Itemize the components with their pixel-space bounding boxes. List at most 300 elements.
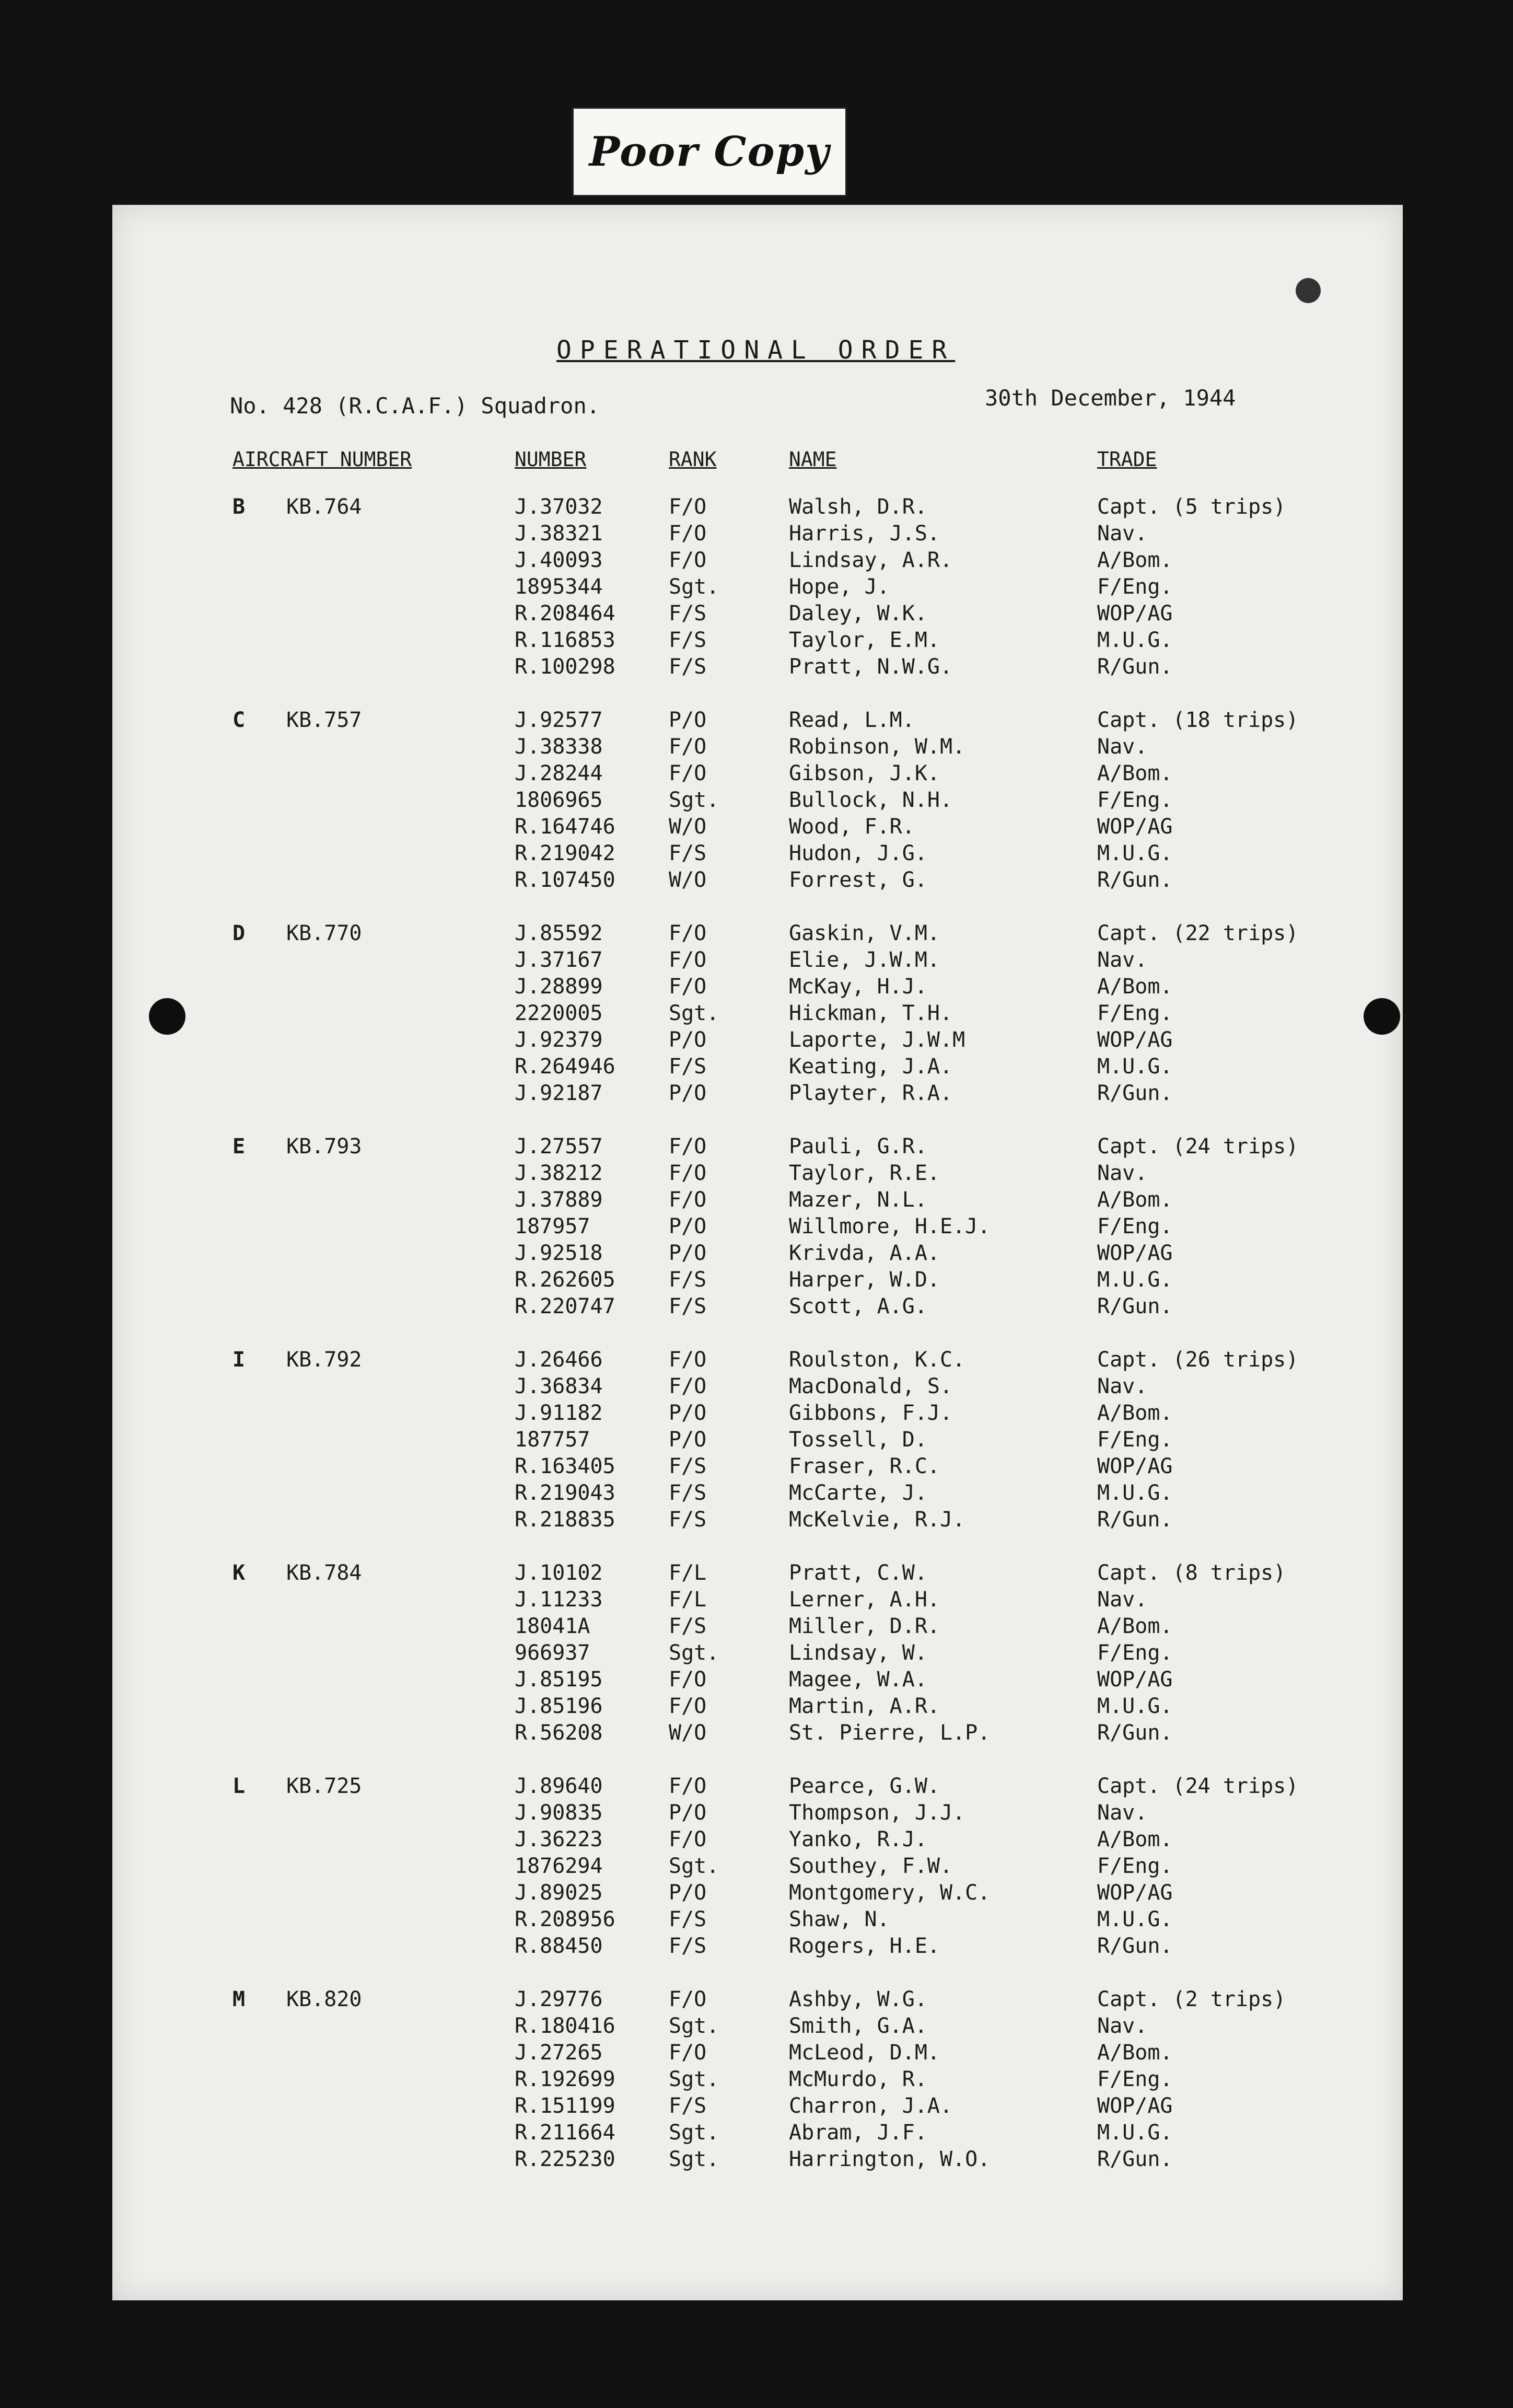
crew-service-number: J.90835 xyxy=(515,1801,603,1825)
crew-trade: F/Eng. xyxy=(1097,1854,1173,1878)
crew-rank: Sgt. xyxy=(669,1001,719,1025)
column-header-name: NAME xyxy=(789,448,837,471)
crew-row xyxy=(112,1987,1403,2014)
crew-row xyxy=(112,2147,1403,2174)
crew-trade: F/Eng. xyxy=(1097,1641,1173,1665)
crew-name: Robinson, W.M. xyxy=(789,735,965,759)
crew-trade: Nav. xyxy=(1097,948,1148,972)
crew-row xyxy=(112,522,1403,548)
crew-service-number: J.89025 xyxy=(515,1881,603,1905)
crew-row xyxy=(112,1401,1403,1428)
crew-rank: F/O xyxy=(669,761,707,785)
crew-service-number: J.85195 xyxy=(515,1668,603,1692)
crew-rank: F/O xyxy=(669,1348,707,1372)
crew-row xyxy=(112,2121,1403,2147)
crew-name: Ashby, W.G. xyxy=(789,1987,927,2011)
crew-row xyxy=(112,1001,1403,1028)
crew-name: Smith, G.A. xyxy=(789,2014,927,2038)
crew-row xyxy=(112,1134,1403,1161)
aircraft-letter: D xyxy=(232,921,246,945)
crew-rank: F/O xyxy=(669,1827,707,1851)
document-title: OPERATIONAL ORDER xyxy=(556,335,956,365)
crew-service-number: J.10102 xyxy=(515,1561,603,1585)
crew-trade: WOP/AG xyxy=(1097,1668,1173,1692)
crew-service-number: R.262605 xyxy=(515,1268,615,1292)
crew-service-number: R.116853 xyxy=(515,628,615,652)
crew-name: Forrest, G. xyxy=(789,868,927,892)
crew-trade: F/Eng. xyxy=(1097,575,1173,599)
crew-name: Keating, J.A. xyxy=(789,1055,953,1079)
crew-name: Montgomery, W.C. xyxy=(789,1881,991,1905)
crew-trade: WOP/AG xyxy=(1097,2094,1173,2118)
crew-trade: A/Bom. xyxy=(1097,1614,1173,1638)
aircraft-number: KB.757 xyxy=(286,708,362,732)
crew-name: Shaw, N. xyxy=(789,1907,890,1931)
crew-trade: R/Gun. xyxy=(1097,1508,1173,1532)
crew-rank: F/O xyxy=(669,735,707,759)
crew-name: Playter, R.A. xyxy=(789,1081,953,1105)
crew-trade: Nav. xyxy=(1097,522,1148,546)
crew-rank: Sgt. xyxy=(669,2121,719,2145)
crew-trade: F/Eng. xyxy=(1097,788,1173,812)
crew-service-number: J.27557 xyxy=(515,1134,603,1159)
crew-rank: P/O xyxy=(669,1401,707,1425)
crew-service-number: R.208956 xyxy=(515,1907,615,1931)
crew-row xyxy=(112,1827,1403,1854)
crew-name: Willmore, H.E.J. xyxy=(789,1214,991,1238)
crew-row xyxy=(112,788,1403,815)
crew-service-number: J.85592 xyxy=(515,921,603,945)
crew-name: Walsh, D.R. xyxy=(789,495,927,519)
crew-name: Lindsay, A.R. xyxy=(789,548,953,572)
crew-service-number: R.164746 xyxy=(515,815,615,839)
column-header-aircraft: AIRCRAFT NUMBER xyxy=(232,448,412,471)
crew-name: Mazer, N.L. xyxy=(789,1188,927,1212)
crew-row xyxy=(112,1694,1403,1721)
aircraft-number: KB.793 xyxy=(286,1134,362,1159)
crew-row xyxy=(112,1668,1403,1694)
crew-rank: F/S xyxy=(669,1907,707,1931)
crew-rank: F/O xyxy=(669,1188,707,1212)
crew-rank: F/O xyxy=(669,2041,707,2065)
crew-rank: F/S xyxy=(669,1508,707,1532)
crew-trade: R/Gun. xyxy=(1097,1294,1173,1318)
crew-service-number: 2220005 xyxy=(515,1001,603,1025)
poor-copy-stamp: Poor Copy xyxy=(572,107,847,196)
crew-row xyxy=(112,1641,1403,1668)
crew-rank: Sgt. xyxy=(669,2014,719,2038)
crew-name: Krivda, A.A. xyxy=(789,1241,940,1265)
crew-name: Gibbons, F.J. xyxy=(789,1401,953,1425)
column-header-rank: RANK xyxy=(669,448,717,471)
crew-service-number: J.38212 xyxy=(515,1161,603,1185)
crew-trade: A/Bom. xyxy=(1097,761,1173,785)
crew-service-number: J.37032 xyxy=(515,495,603,519)
crew-row xyxy=(112,735,1403,761)
crew-row xyxy=(112,628,1403,655)
crew-rank: P/O xyxy=(669,1028,707,1052)
crew-rank: F/O xyxy=(669,1694,707,1718)
crew-service-number: R.192699 xyxy=(515,2067,615,2091)
crew-name: Taylor, E.M. xyxy=(789,628,940,652)
crew-rank: F/O xyxy=(669,1668,707,1692)
crew-rank: F/S xyxy=(669,1055,707,1079)
crew-service-number: J.27265 xyxy=(515,2041,603,2065)
crew-service-number: R.88450 xyxy=(515,1934,603,1958)
crew-row xyxy=(112,921,1403,948)
crew-row xyxy=(112,1294,1403,1321)
crew-trade: Capt. (18 trips) xyxy=(1097,708,1299,732)
crew-service-number: R.100298 xyxy=(515,655,615,679)
crew-service-number: J.29776 xyxy=(515,1987,603,2011)
crew-name: Abram, J.F. xyxy=(789,2121,927,2145)
crew-service-number: 187957 xyxy=(515,1214,590,1238)
ink-blot xyxy=(1296,278,1321,303)
crew-service-number: J.91182 xyxy=(515,1401,603,1425)
crew-service-number: 1806965 xyxy=(515,788,603,812)
column-header-number: NUMBER xyxy=(515,448,587,471)
crew-row xyxy=(112,1907,1403,1934)
crew-service-number: J.38338 xyxy=(515,735,603,759)
crew-service-number: R.219043 xyxy=(515,1481,615,1505)
crew-row xyxy=(112,975,1403,1001)
crew-name: Gibson, J.K. xyxy=(789,761,940,785)
crew-rank: P/O xyxy=(669,1801,707,1825)
crew-service-number: J.36223 xyxy=(515,1827,603,1851)
aircraft-letter: I xyxy=(232,1348,246,1372)
crew-rank: F/S xyxy=(669,2094,707,2118)
crew-rank: F/S xyxy=(669,628,707,652)
crew-row xyxy=(112,1854,1403,1881)
crew-trade: WOP/AG xyxy=(1097,601,1173,626)
crew-rank: P/O xyxy=(669,1428,707,1452)
crew-rank: F/O xyxy=(669,522,707,546)
crew-trade: Capt. (26 trips) xyxy=(1097,1348,1299,1372)
crew-row xyxy=(112,1214,1403,1241)
crew-trade: R/Gun. xyxy=(1097,2147,1173,2171)
crew-trade: WOP/AG xyxy=(1097,815,1173,839)
crew-name: Pratt, C.W. xyxy=(789,1561,927,1585)
crew-rank: F/S xyxy=(669,1294,707,1318)
crew-service-number: J.11233 xyxy=(515,1588,603,1612)
crew-trade: A/Bom. xyxy=(1097,548,1173,572)
crew-service-number: J.36834 xyxy=(515,1374,603,1398)
crew-name: McLeod, D.M. xyxy=(789,2041,940,2065)
crew-trade: F/Eng. xyxy=(1097,2067,1173,2091)
crew-name: MacDonald, S. xyxy=(789,1374,953,1398)
crew-row xyxy=(112,868,1403,895)
crew-service-number: 1895344 xyxy=(515,575,603,599)
crew-name: Laporte, J.W.M xyxy=(789,1028,965,1052)
crew-trade: M.U.G. xyxy=(1097,1055,1173,1079)
crew-service-number: R.151199 xyxy=(515,2094,615,2118)
crew-name: Taylor, R.E. xyxy=(789,1161,940,1185)
crew-row xyxy=(112,1081,1403,1108)
crew-trade: Capt. (5 trips) xyxy=(1097,495,1286,519)
aircraft-number: KB.770 xyxy=(286,921,362,945)
crew-row xyxy=(112,1614,1403,1641)
crew-row xyxy=(112,1428,1403,1454)
crew-trade: M.U.G. xyxy=(1097,1268,1173,1292)
crew-service-number: R.56208 xyxy=(515,1721,603,1745)
crew-row xyxy=(112,1268,1403,1294)
aircraft-number: KB.820 xyxy=(286,1987,362,2011)
crew-name: Lindsay, W. xyxy=(789,1641,927,1665)
crew-service-number: 1876294 xyxy=(515,1854,603,1878)
crew-name: Southey, F.W. xyxy=(789,1854,953,1878)
crew-rank: P/O xyxy=(669,1214,707,1238)
crew-rank: Sgt. xyxy=(669,2147,719,2171)
crew-row xyxy=(112,1721,1403,1747)
crew-service-number: J.89640 xyxy=(515,1774,603,1798)
crew-rank: W/O xyxy=(669,1721,707,1745)
crew-rank: F/O xyxy=(669,1987,707,2011)
crew-trade: Capt. (22 trips) xyxy=(1097,921,1299,945)
crew-rank: F/S xyxy=(669,1934,707,1958)
crew-row xyxy=(112,575,1403,601)
crew-rank: F/O xyxy=(669,1374,707,1398)
crew-name: Read, L.M. xyxy=(789,708,915,732)
crew-rank: F/L xyxy=(669,1588,707,1612)
crew-row xyxy=(112,1241,1403,1268)
crew-trade: Nav. xyxy=(1097,1801,1148,1825)
crew-service-number: R.218835 xyxy=(515,1508,615,1532)
crew-trade: Nav. xyxy=(1097,1374,1148,1398)
crew-service-number: R.180416 xyxy=(515,2014,615,2038)
crew-trade: Nav. xyxy=(1097,1161,1148,1185)
crew-trade: M.U.G. xyxy=(1097,1694,1173,1718)
crew-row xyxy=(112,1588,1403,1614)
crew-name: Hope, J. xyxy=(789,575,890,599)
crew-rank: F/O xyxy=(669,548,707,572)
crew-trade: WOP/AG xyxy=(1097,1454,1173,1478)
crew-name: Wood, F.R. xyxy=(789,815,915,839)
crew-name: Hudon, J.G. xyxy=(789,841,927,865)
crew-service-number: R.107450 xyxy=(515,868,615,892)
crew-service-number: J.92379 xyxy=(515,1028,603,1052)
crew-row xyxy=(112,2094,1403,2121)
aircraft-letter: E xyxy=(232,1134,246,1159)
crew-row xyxy=(112,1454,1403,1481)
crew-row xyxy=(112,655,1403,681)
crew-rank: F/S xyxy=(669,1454,707,1478)
crew-row xyxy=(112,1934,1403,1961)
crew-name: Pauli, G.R. xyxy=(789,1134,927,1159)
aircraft-number: KB.792 xyxy=(286,1348,362,1372)
crew-trade: Nav. xyxy=(1097,2014,1148,2038)
crew-row xyxy=(112,1055,1403,1081)
crew-trade: Capt. (8 trips) xyxy=(1097,1561,1286,1585)
aircraft-number: KB.725 xyxy=(286,1774,362,1798)
crew-name: Roulston, K.C. xyxy=(789,1348,965,1372)
crew-service-number: R.211664 xyxy=(515,2121,615,2145)
crew-row xyxy=(112,1881,1403,1907)
crew-service-number: J.92187 xyxy=(515,1081,603,1105)
crew-trade: R/Gun. xyxy=(1097,655,1173,679)
crew-rank: F/S xyxy=(669,655,707,679)
crew-row xyxy=(112,1028,1403,1055)
crew-rank: F/O xyxy=(669,948,707,972)
crew-name: McCarte, J. xyxy=(789,1481,927,1505)
crew-trade: Capt. (24 trips) xyxy=(1097,1774,1299,1798)
crew-trade: R/Gun. xyxy=(1097,1934,1173,1958)
crew-name: Martin, A.R. xyxy=(789,1694,940,1718)
crew-row xyxy=(112,1561,1403,1588)
crew-name: Pratt, N.W.G. xyxy=(789,655,953,679)
crew-name: Lerner, A.H. xyxy=(789,1588,940,1612)
crew-name: Elie, J.W.M. xyxy=(789,948,940,972)
crew-rank: P/O xyxy=(669,1081,707,1105)
crew-service-number: R.264946 xyxy=(515,1055,615,1079)
crew-trade: M.U.G. xyxy=(1097,628,1173,652)
crew-rank: Sgt. xyxy=(669,575,719,599)
crew-service-number: J.26466 xyxy=(515,1348,603,1372)
crew-name: Daley, W.K. xyxy=(789,601,927,626)
crew-trade: A/Bom. xyxy=(1097,2041,1173,2065)
crew-service-number: R.208464 xyxy=(515,601,615,626)
crew-row xyxy=(112,1481,1403,1508)
crew-rank: F/S xyxy=(669,1614,707,1638)
crew-trade: R/Gun. xyxy=(1097,868,1173,892)
crew-rank: F/S xyxy=(669,841,707,865)
crew-name: McMurdo, R. xyxy=(789,2067,927,2091)
crew-rank: Sgt. xyxy=(669,1641,719,1665)
crew-row xyxy=(112,761,1403,788)
crew-rank: F/O xyxy=(669,1161,707,1185)
crew-service-number: J.85196 xyxy=(515,1694,603,1718)
crew-trade: R/Gun. xyxy=(1097,1081,1173,1105)
crew-name: Bullock, N.H. xyxy=(789,788,953,812)
crew-service-number: J.92518 xyxy=(515,1241,603,1265)
aircraft-letter: K xyxy=(232,1561,246,1585)
crew-rank: F/S xyxy=(669,601,707,626)
crew-service-number: R.163405 xyxy=(515,1454,615,1478)
crew-service-number: R.225230 xyxy=(515,2147,615,2171)
crew-rank: Sgt. xyxy=(669,2067,719,2091)
crew-rank: F/O xyxy=(669,1774,707,1798)
crew-row xyxy=(112,2041,1403,2067)
crew-row xyxy=(112,1374,1403,1401)
crew-row xyxy=(112,841,1403,868)
document-date: 30th December, 1944 xyxy=(985,385,1236,411)
crew-name: Harrington, W.O. xyxy=(789,2147,991,2171)
crew-row xyxy=(112,815,1403,841)
aircraft-letter: M xyxy=(232,1987,246,2011)
crew-name: Scott, A.G. xyxy=(789,1294,927,1318)
crew-row xyxy=(112,601,1403,628)
crew-row xyxy=(112,2014,1403,2041)
crew-row xyxy=(112,1801,1403,1827)
crew-trade: A/Bom. xyxy=(1097,1188,1173,1212)
crew-name: Fraser, R.C. xyxy=(789,1454,940,1478)
crew-name: Charron, J.A. xyxy=(789,2094,953,2118)
crew-service-number: 18041A xyxy=(515,1614,590,1638)
crew-rank: F/O xyxy=(669,1134,707,1159)
crew-rank: F/O xyxy=(669,921,707,945)
crew-rank: P/O xyxy=(669,708,707,732)
crew-trade: WOP/AG xyxy=(1097,1241,1173,1265)
aircraft-letter: C xyxy=(232,708,246,732)
crew-service-number: J.28899 xyxy=(515,975,603,999)
crew-row xyxy=(112,2067,1403,2094)
crew-trade: A/Bom. xyxy=(1097,1401,1173,1425)
crew-service-number: 187757 xyxy=(515,1428,590,1452)
crew-rank: F/O xyxy=(669,495,707,519)
crew-rank: P/O xyxy=(669,1241,707,1265)
crew-service-number: J.37889 xyxy=(515,1188,603,1212)
crew-trade: M.U.G. xyxy=(1097,1907,1173,1931)
crew-name: Magee, W.A. xyxy=(789,1668,927,1692)
crew-rank: F/O xyxy=(669,975,707,999)
crew-service-number: 966937 xyxy=(515,1641,590,1665)
crew-trade: R/Gun. xyxy=(1097,1721,1173,1745)
crew-row xyxy=(112,1348,1403,1374)
crew-row xyxy=(112,548,1403,575)
crew-trade: M.U.G. xyxy=(1097,2121,1173,2145)
crew-row xyxy=(112,1774,1403,1801)
crew-trade: M.U.G. xyxy=(1097,841,1173,865)
aircraft-number: KB.764 xyxy=(286,495,362,519)
crew-rank: Sgt. xyxy=(669,788,719,812)
crew-trade: F/Eng. xyxy=(1097,1428,1173,1452)
crew-row xyxy=(112,708,1403,735)
crew-service-number: J.37167 xyxy=(515,948,603,972)
crew-service-number: J.40093 xyxy=(515,548,603,572)
crew-name: Hickman, T.H. xyxy=(789,1001,953,1025)
crew-rank: F/L xyxy=(669,1561,707,1585)
crew-rank: F/S xyxy=(669,1481,707,1505)
crew-service-number: R.220747 xyxy=(515,1294,615,1318)
crew-trade: F/Eng. xyxy=(1097,1001,1173,1025)
crew-trade: WOP/AG xyxy=(1097,1028,1173,1052)
crew-name: Pearce, G.W. xyxy=(789,1774,940,1798)
crew-service-number: J.38321 xyxy=(515,522,603,546)
crew-name: St. Pierre, L.P. xyxy=(789,1721,991,1745)
aircraft-letter: L xyxy=(232,1774,246,1798)
column-header-trade: TRADE xyxy=(1097,448,1157,471)
crew-name: Tossell, D. xyxy=(789,1428,927,1452)
crew-name: Gaskin, V.M. xyxy=(789,921,940,945)
crew-row xyxy=(112,1508,1403,1534)
crew-name: Thompson, J.J. xyxy=(789,1801,965,1825)
crew-trade: Capt. (2 trips) xyxy=(1097,1987,1286,2011)
crew-trade: Capt. (24 trips) xyxy=(1097,1134,1299,1159)
crew-row xyxy=(112,495,1403,522)
crew-rank: W/O xyxy=(669,815,707,839)
crew-rank: W/O xyxy=(669,868,707,892)
crew-rank: Sgt. xyxy=(669,1854,719,1878)
crew-name: McKay, H.J. xyxy=(789,975,927,999)
crew-trade: F/Eng. xyxy=(1097,1214,1173,1238)
crew-row xyxy=(112,1161,1403,1188)
crew-row xyxy=(112,948,1403,975)
crew-trade: WOP/AG xyxy=(1097,1881,1173,1905)
crew-trade: A/Bom. xyxy=(1097,975,1173,999)
crew-row xyxy=(112,1188,1403,1214)
crew-rank: F/S xyxy=(669,1268,707,1292)
aircraft-letter: B xyxy=(232,495,246,519)
crew-name: Harper, W.D. xyxy=(789,1268,940,1292)
crew-name: Rogers, H.E. xyxy=(789,1934,940,1958)
crew-name: Miller, D.R. xyxy=(789,1614,940,1638)
crew-service-number: J.28244 xyxy=(515,761,603,785)
crew-service-number: R.219042 xyxy=(515,841,615,865)
crew-trade: M.U.G. xyxy=(1097,1481,1173,1505)
crew-name: Harris, J.S. xyxy=(789,522,940,546)
document-page xyxy=(112,205,1403,2300)
aircraft-number: KB.784 xyxy=(286,1561,362,1585)
crew-service-number: J.92577 xyxy=(515,708,603,732)
